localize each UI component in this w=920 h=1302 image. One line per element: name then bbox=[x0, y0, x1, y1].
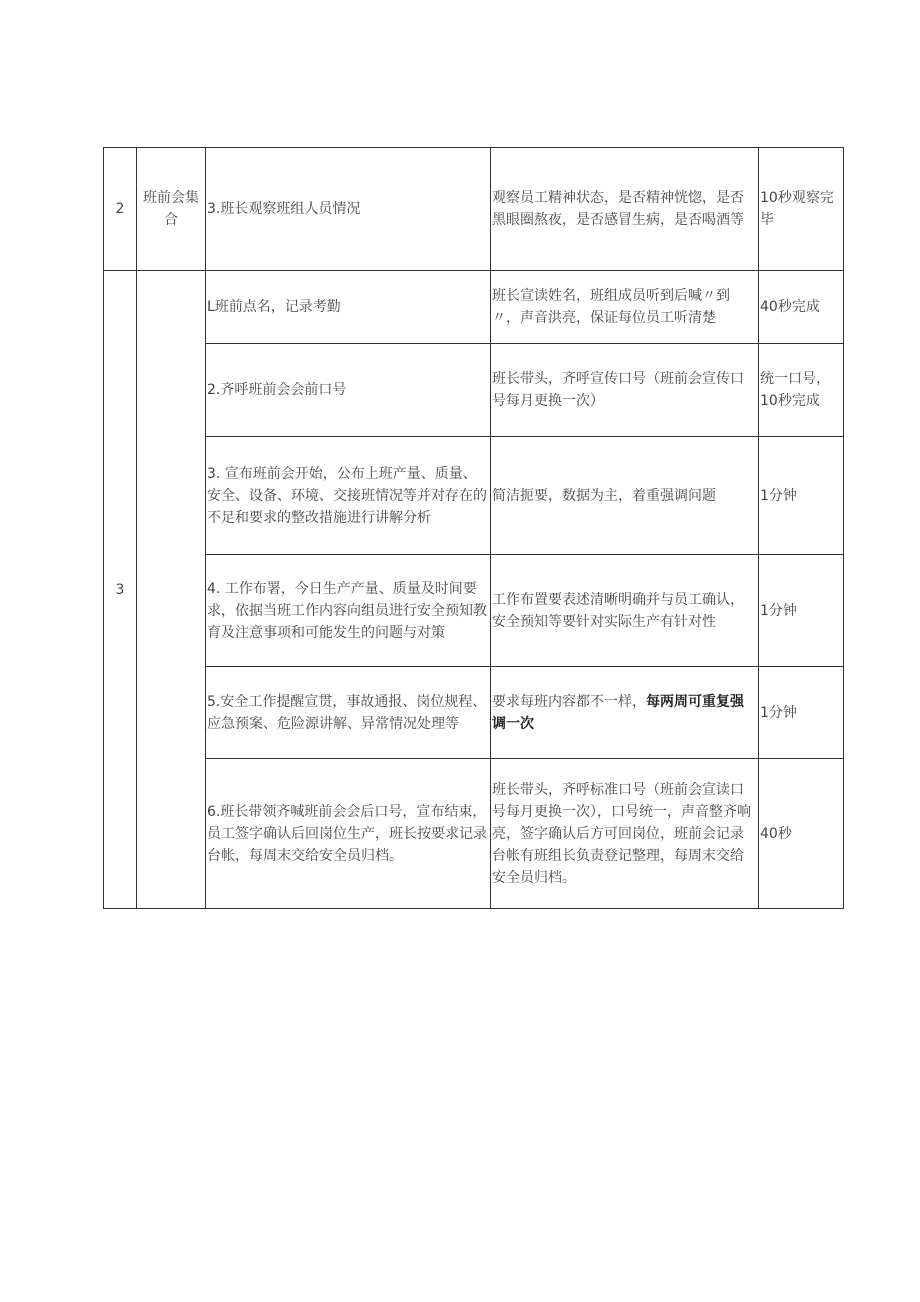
time-cell: 统一口号，10秒完成 bbox=[759, 344, 844, 437]
table-row bbox=[104, 271, 844, 344]
table-row bbox=[104, 148, 844, 271]
requirement-text: 要求每班内容都不一样， bbox=[492, 693, 646, 710]
time-cell: 40秒完成 bbox=[759, 271, 844, 344]
step-cell: 3. 宣布班前会开始，公布上班产量、质量、安全、设备、环境、交接班情况等并对存在的不足和要求的整改措施进行讲解分析 bbox=[206, 437, 491, 555]
table-row bbox=[104, 667, 844, 759]
table-row bbox=[104, 344, 844, 437]
category-cell bbox=[137, 271, 206, 909]
requirement-emphasis: 每两周可重复强调一次 bbox=[492, 693, 744, 732]
requirement-cell bbox=[491, 667, 759, 759]
step-cell: 2.齐呼班前会会前口号 bbox=[206, 344, 491, 437]
time-cell: 1分钟 bbox=[759, 555, 844, 667]
requirement-cell: 班长宣读姓名，班组成员听到后喊〃到〃，声音洪亮，保证每位员工听清楚 bbox=[491, 271, 759, 344]
time-cell: 40秒 bbox=[759, 759, 844, 909]
requirement-cell: 观察员工精神状态，是否精神恍惚，是否黑眼圈熬夜，是否感冒生病，是否喝酒等 bbox=[491, 148, 759, 271]
step-cell: 3.班长观察班组人员情况 bbox=[206, 148, 491, 271]
table-row bbox=[104, 437, 844, 555]
row-number: 3 bbox=[104, 271, 137, 909]
table-row bbox=[104, 555, 844, 667]
step-cell: 4. 工作布署，今日生产产量、质量及时间要求，依据当班工作内容向组员进行安全预知教育及注意事项和可能发生的问题与对策 bbox=[206, 555, 491, 667]
step-cell: 5.安全工作提醒宣贯，事故通报、岗位规程、应急预案、危险源讲解、异常情况处理等 bbox=[206, 667, 491, 759]
time-cell: 1分钟 bbox=[759, 437, 844, 555]
time-cell: 10秒观察完毕 bbox=[759, 148, 844, 271]
category-cell: 班前会集合 bbox=[137, 148, 206, 271]
requirement-cell: 班长带头，齐呼宣传口号（班前会宣传口号每月更换一次） bbox=[491, 344, 759, 437]
step-cell: L班前点名，记录考勤 bbox=[206, 271, 491, 344]
time-cell: 1分钟 bbox=[759, 667, 844, 759]
row-number: 2 bbox=[104, 148, 137, 271]
requirement-cell: 简洁扼要，数据为主，着重强调问题 bbox=[491, 437, 759, 555]
procedure-table bbox=[103, 147, 844, 909]
requirement-cell: 班长带头，齐呼标准口号（班前会宣读口号每月更换一次），口号统一，声音整齐响亮，签字确认后方可回岗位，班前会记录台帐有班组长负责登记整理，每周末交给安全员归档。 bbox=[491, 759, 759, 909]
table-row bbox=[104, 759, 844, 909]
step-cell: 6.班长带领齐喊班前会会后口号，宣布结束，员工签字确认后回岗位生产，班长按要求记录台帐，每周末交给安全员归档。 bbox=[206, 759, 491, 909]
requirement-cell: 工作布置要表述清晰明确并与员工确认，安全预知等要针对实际生产有针对性 bbox=[491, 555, 759, 667]
